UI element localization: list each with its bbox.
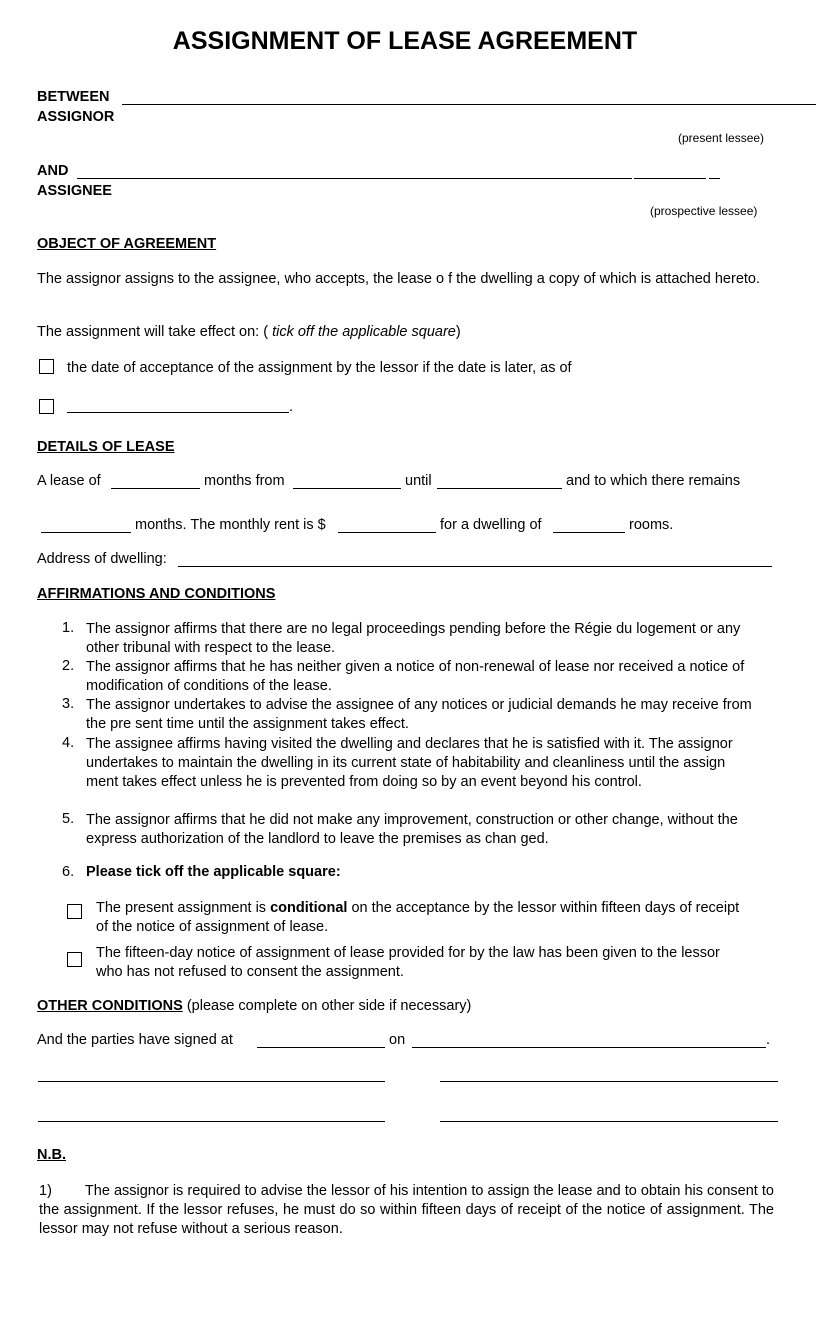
lease-text-d: and to which there remains [566, 473, 741, 489]
affirmation-item-3: The assignor undertakes to advise the assignee of any notices or judicial demands he may receive from the pre sent time until the assignment takes effect. [86, 697, 752, 732]
monthly-rent-field[interactable] [338, 532, 436, 533]
lease-months-field[interactable] [111, 488, 200, 489]
effect-option2-checkbox[interactable] [39, 399, 54, 414]
conditional-bold: conditional [270, 900, 348, 916]
affirmations-heading: AFFIRMATIONS AND CONDITIONS [37, 586, 276, 602]
signature-line-2[interactable] [440, 1081, 778, 1082]
address-label: Address of dwelling: [37, 551, 167, 567]
notice-given-checkbox[interactable] [67, 952, 82, 967]
nb-text: The assignor is required to advise the lessor of his intention to assign the lease and to obtain his consent to the assignment. If the lessor refuses, he must do so within fifteen days of receipt of the notice of assignment. The lessor may not refuse without a serious reason. [39, 1183, 774, 1237]
signed-on-label: on [389, 1032, 406, 1048]
affirmation-item-2: The assignor affirms that he has neither given a notice of non-renewal of lease nor received a notice of modification of conditions of the lease. [86, 659, 745, 694]
prospective-lessee-caption: (prospective lessee) [650, 204, 758, 218]
assignee-field[interactable] [77, 178, 632, 179]
assignee-field-ext2[interactable] [709, 178, 720, 179]
effect-prefix: The assignment will take effect on: ( [37, 324, 273, 340]
item-number: 5. [62, 811, 75, 827]
other-conditions-heading: OTHER CONDITIONS [37, 998, 183, 1014]
effect-option1-checkbox[interactable] [39, 359, 54, 374]
signature-line-1[interactable] [38, 1081, 385, 1082]
rent-text-b: for a dwelling of [440, 517, 542, 533]
item-number: 4. [62, 735, 75, 751]
object-text: The assignor assigns to the assignee, who accepts, the lease o f the dwelling a copy of which is attached hereto. [37, 271, 761, 287]
item-number: 2. [62, 658, 75, 674]
remaining-months-field[interactable] [41, 532, 131, 533]
effect-date-period: . [289, 399, 294, 415]
lease-from-field[interactable] [293, 488, 401, 489]
lease-text-a: A lease of [37, 473, 101, 489]
item-number: 3. [62, 696, 75, 712]
object-heading: OBJECT OF AGREEMENT [37, 236, 217, 252]
other-conditions-note: (please complete on other side if necessary) [182, 998, 472, 1014]
notice-given-text: The fifteen-day notice of assignment of lease provided for by the law has been given to the lessor who has not refused to consent the assignment. [96, 945, 720, 980]
nb-heading: N.B. [37, 1147, 66, 1163]
assignee-label: ASSIGNEE [37, 183, 112, 199]
nb-note [39, 1182, 774, 1239]
rooms-field[interactable] [553, 532, 625, 533]
conditional-text-b: on the acceptance by the lessor within fifteen days of receipt of the notice of assignment of lease. [96, 900, 740, 935]
signature-line-4[interactable] [440, 1121, 778, 1122]
effect-option1-text: the date of acceptance of the assignment by the lessor if the date is later, as of [67, 360, 572, 376]
conditional-checkbox[interactable] [67, 904, 82, 919]
conditional-text [96, 899, 746, 937]
affirmation-item-4: The assignee affirms having visited the dwelling and declares that he is satisfied with it. The assignor undertakes to maintain the dwelling in its current state of habitability and cleanliness until the assign ment takes effect unless he is prevented from doing so by an event beyond his control. [86, 736, 733, 790]
present-lessee-caption: (present lessee) [678, 131, 765, 145]
signed-date-field[interactable] [412, 1047, 766, 1048]
lease-until-field[interactable] [437, 488, 562, 489]
document-title: ASSIGNMENT OF LEASE AGREEMENT [172, 27, 638, 55]
address-field[interactable] [178, 566, 772, 567]
affirmation-item-1: The assignor affirms that there are no legal proceedings pending before the Régie du logement or any other tribunal with respect to the lease. [86, 621, 741, 656]
signature-line-3[interactable] [38, 1121, 385, 1122]
affirmation-item-5: The assignor affirms that he did not make any improvement, construction or other change, without the express authorization of the landlord to leave the premises as chan ged. [86, 812, 738, 847]
signed-at-label: And the parties have signed at [37, 1032, 233, 1048]
assignor-field[interactable] [122, 104, 816, 105]
and-label: AND [37, 163, 69, 179]
signed-period: . [766, 1032, 771, 1048]
lease-text-b: months from [204, 473, 285, 489]
nb-num: 1) [39, 1183, 52, 1199]
item-number: 1. [62, 620, 75, 636]
other-conditions-line [37, 998, 471, 1014]
conditional-text-a: The present assignment is [96, 900, 271, 916]
rent-text-c: rooms. [629, 517, 674, 533]
effect-suffix: ) [455, 324, 461, 340]
effect-italic: tick off the applicable square [272, 324, 456, 340]
between-label: BETWEEN [37, 89, 110, 105]
rent-text-a: months. The monthly rent is $ [135, 517, 326, 533]
item6-text: Please tick off the applicable square: [86, 864, 341, 880]
item-number: 6. [62, 864, 75, 880]
effect-date-field[interactable] [67, 412, 289, 413]
effect-line [37, 324, 461, 340]
lease-text-c: until [405, 473, 432, 489]
details-heading: DETAILS OF LEASE [37, 439, 175, 455]
signed-place-field[interactable] [257, 1047, 385, 1048]
assignee-field-ext[interactable] [634, 178, 706, 179]
assignor-label: ASSIGNOR [37, 109, 115, 125]
